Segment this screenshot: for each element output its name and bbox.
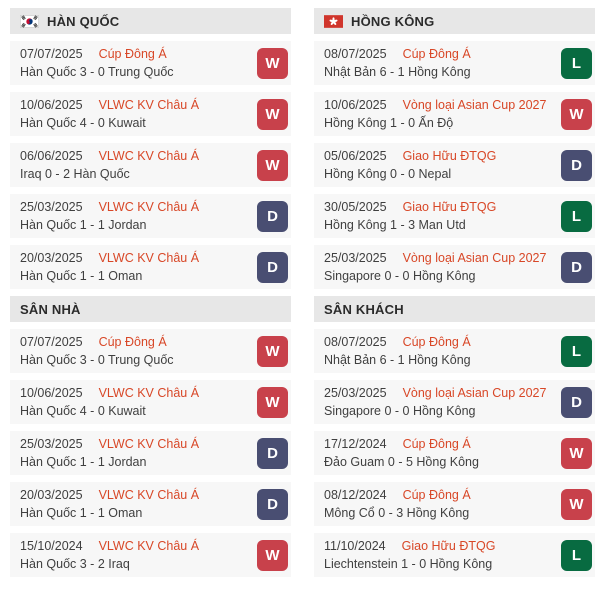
match-date: 07/07/2025 (20, 47, 83, 61)
competition-name[interactable]: Cúp Đông Á (402, 47, 471, 61)
match-info (324, 149, 496, 181)
result-badge: D (257, 489, 288, 520)
section-title: SÂN KHÁCH (324, 301, 404, 317)
match-row[interactable] (10, 482, 291, 526)
match-score: Mông Cổ 0 - 3 Hồng Kông (324, 506, 470, 520)
match-info (324, 437, 479, 469)
result-badge: L (561, 48, 592, 79)
match-score: Hàn Quốc 1 - 1 Jordan (20, 218, 147, 232)
match-row[interactable] (314, 533, 595, 577)
result-badge: W (257, 336, 288, 367)
match-date: 10/06/2025 (324, 98, 387, 112)
result-badge: W (561, 489, 592, 520)
section-header-san-khach (314, 296, 595, 322)
away-form-list (314, 329, 595, 577)
match-score: Hàn Quốc 3 - 0 Trung Quốc (20, 353, 174, 367)
result-badge: L (561, 336, 592, 367)
competition-name[interactable]: VLWC KV Châu Á (98, 200, 200, 214)
match-score: Iraq 0 - 2 Hàn Quốc (20, 167, 130, 181)
team-name: HÀN QUỐC (47, 13, 120, 29)
match-date: 25/03/2025 (20, 437, 83, 451)
match-score: Singapore 0 - 0 Hồng Kông (324, 404, 476, 418)
match-score: Hàn Quốc 1 - 1 Oman (20, 269, 143, 283)
match-row[interactable] (314, 431, 595, 475)
match-score: Hàn Quốc 3 - 2 Iraq (20, 557, 130, 571)
result-badge: W (257, 387, 288, 418)
match-date: 10/06/2025 (20, 386, 83, 400)
competition-name[interactable]: VLWC KV Châu Á (98, 386, 200, 400)
competition-name[interactable]: Vòng loại Asian Cup 2027 (402, 98, 547, 112)
result-badge: D (257, 252, 288, 283)
team-column-hong-kong (314, 8, 595, 584)
result-badge: L (561, 540, 592, 571)
match-score: Hàn Quốc 3 - 0 Trung Quốc (20, 65, 174, 79)
home-form-list (10, 329, 291, 577)
match-date: 08/07/2025 (324, 335, 387, 349)
match-info (324, 98, 546, 130)
match-row[interactable] (10, 194, 291, 238)
result-badge: D (561, 252, 592, 283)
match-info (324, 200, 496, 232)
competition-name[interactable]: Giao Hữu ĐTQG (401, 539, 496, 553)
result-badge: L (561, 201, 592, 232)
result-badge: W (257, 150, 288, 181)
match-date: 25/03/2025 (324, 251, 387, 265)
match-score: Hàn Quốc 1 - 1 Oman (20, 506, 143, 520)
match-date: 20/03/2025 (20, 488, 83, 502)
match-row[interactable] (10, 380, 291, 424)
match-row[interactable] (314, 380, 595, 424)
match-info (324, 47, 471, 79)
match-info (324, 386, 546, 418)
match-info (20, 98, 199, 130)
match-row[interactable] (314, 143, 595, 187)
match-info (20, 335, 174, 367)
match-row[interactable] (10, 143, 291, 187)
match-row[interactable] (314, 92, 595, 136)
competition-name[interactable]: Giao Hữu ĐTQG (402, 200, 497, 214)
match-score: Hàn Quốc 1 - 1 Jordan (20, 455, 147, 469)
match-row[interactable] (314, 41, 595, 85)
team-header-han-quoc (10, 8, 291, 34)
match-info (324, 539, 495, 571)
match-info (20, 488, 199, 520)
section-title: SÂN NHÀ (20, 301, 81, 317)
match-score: Nhật Bản 6 - 1 Hồng Kông (324, 65, 471, 79)
match-row[interactable] (10, 41, 291, 85)
result-badge: W (257, 99, 288, 130)
team-column-han-quoc (10, 8, 291, 584)
competition-name[interactable]: VLWC KV Châu Á (98, 488, 200, 502)
competition-name[interactable]: VLWC KV Châu Á (98, 251, 200, 265)
competition-name[interactable]: Vòng loại Asian Cup 2027 (402, 386, 547, 400)
match-date: 15/10/2024 (20, 539, 83, 553)
match-score: Đảo Guam 0 - 5 Hồng Kông (324, 455, 479, 469)
match-row[interactable] (10, 533, 291, 577)
match-date: 30/05/2025 (324, 200, 387, 214)
match-row[interactable] (314, 245, 595, 289)
recent-form-list (314, 41, 595, 289)
competition-name[interactable]: Cúp Đông Á (402, 335, 471, 349)
team-name: HỒNG KÔNG (351, 13, 435, 29)
match-info (20, 386, 199, 418)
competition-name[interactable]: Cúp Đông Á (402, 488, 471, 502)
match-score: Hàn Quốc 4 - 0 Kuwait (20, 404, 146, 418)
match-score: Hồng Kông 0 - 0 Nepal (324, 167, 452, 181)
match-info (20, 149, 199, 181)
match-date: 10/06/2025 (20, 98, 83, 112)
result-badge: D (257, 201, 288, 232)
match-row[interactable] (10, 92, 291, 136)
result-badge: W (257, 48, 288, 79)
hong-kong-flag-icon (324, 15, 343, 28)
match-date: 25/03/2025 (324, 386, 387, 400)
competition-name[interactable]: VLWC KV Châu Á (98, 539, 200, 553)
match-date: 06/06/2025 (20, 149, 83, 163)
match-row[interactable] (10, 431, 291, 475)
match-score: Nhật Bản 6 - 1 Hồng Kông (324, 353, 471, 367)
match-score: Hồng Kông 1 - 0 Ấn Độ (324, 116, 454, 130)
team-header-hong-kong (314, 8, 595, 34)
match-row[interactable] (314, 482, 595, 526)
result-badge: W (561, 99, 592, 130)
south-korea-flag-icon (20, 15, 39, 28)
match-info (324, 335, 471, 367)
match-info (324, 488, 471, 520)
competition-name[interactable]: Cúp Đông Á (402, 437, 471, 451)
competition-name[interactable]: Vòng loại Asian Cup 2027 (402, 251, 547, 265)
match-row[interactable] (10, 245, 291, 289)
result-badge: W (561, 438, 592, 469)
match-score: Singapore 0 - 0 Hồng Kông (324, 269, 476, 283)
match-info (20, 437, 199, 469)
match-date: 08/07/2025 (324, 47, 387, 61)
match-row[interactable] (314, 329, 595, 373)
section-header-san-nha (10, 296, 291, 322)
match-info (20, 47, 174, 79)
match-info (20, 200, 199, 232)
match-row[interactable] (10, 329, 291, 373)
recent-form-list (10, 41, 291, 289)
result-badge: W (257, 540, 288, 571)
competition-name[interactable]: Cúp Đông Á (98, 335, 167, 349)
match-row[interactable] (314, 194, 595, 238)
result-badge: D (257, 438, 288, 469)
match-date: 07/07/2025 (20, 335, 83, 349)
match-score: Hàn Quốc 4 - 0 Kuwait (20, 116, 146, 130)
match-date: 11/10/2024 (324, 539, 386, 553)
competition-name[interactable]: VLWC KV Châu Á (98, 149, 200, 163)
result-badge: D (561, 387, 592, 418)
competition-name[interactable]: Cúp Đông Á (98, 47, 167, 61)
match-date: 17/12/2024 (324, 437, 387, 451)
competition-name[interactable]: Giao Hữu ĐTQG (402, 149, 497, 163)
competition-name[interactable]: VLWC KV Châu Á (98, 98, 200, 112)
match-info (20, 539, 199, 571)
match-date: 25/03/2025 (20, 200, 83, 214)
competition-name[interactable]: VLWC KV Châu Á (98, 437, 200, 451)
match-date: 08/12/2024 (324, 488, 387, 502)
match-score: Liechtenstein 1 - 0 Hồng Kông (324, 557, 493, 571)
match-info (20, 251, 199, 283)
match-date: 20/03/2025 (20, 251, 83, 265)
match-score: Hồng Kông 1 - 3 Man Utd (324, 218, 466, 232)
match-date: 05/06/2025 (324, 149, 387, 163)
result-badge: D (561, 150, 592, 181)
match-info (324, 251, 546, 283)
